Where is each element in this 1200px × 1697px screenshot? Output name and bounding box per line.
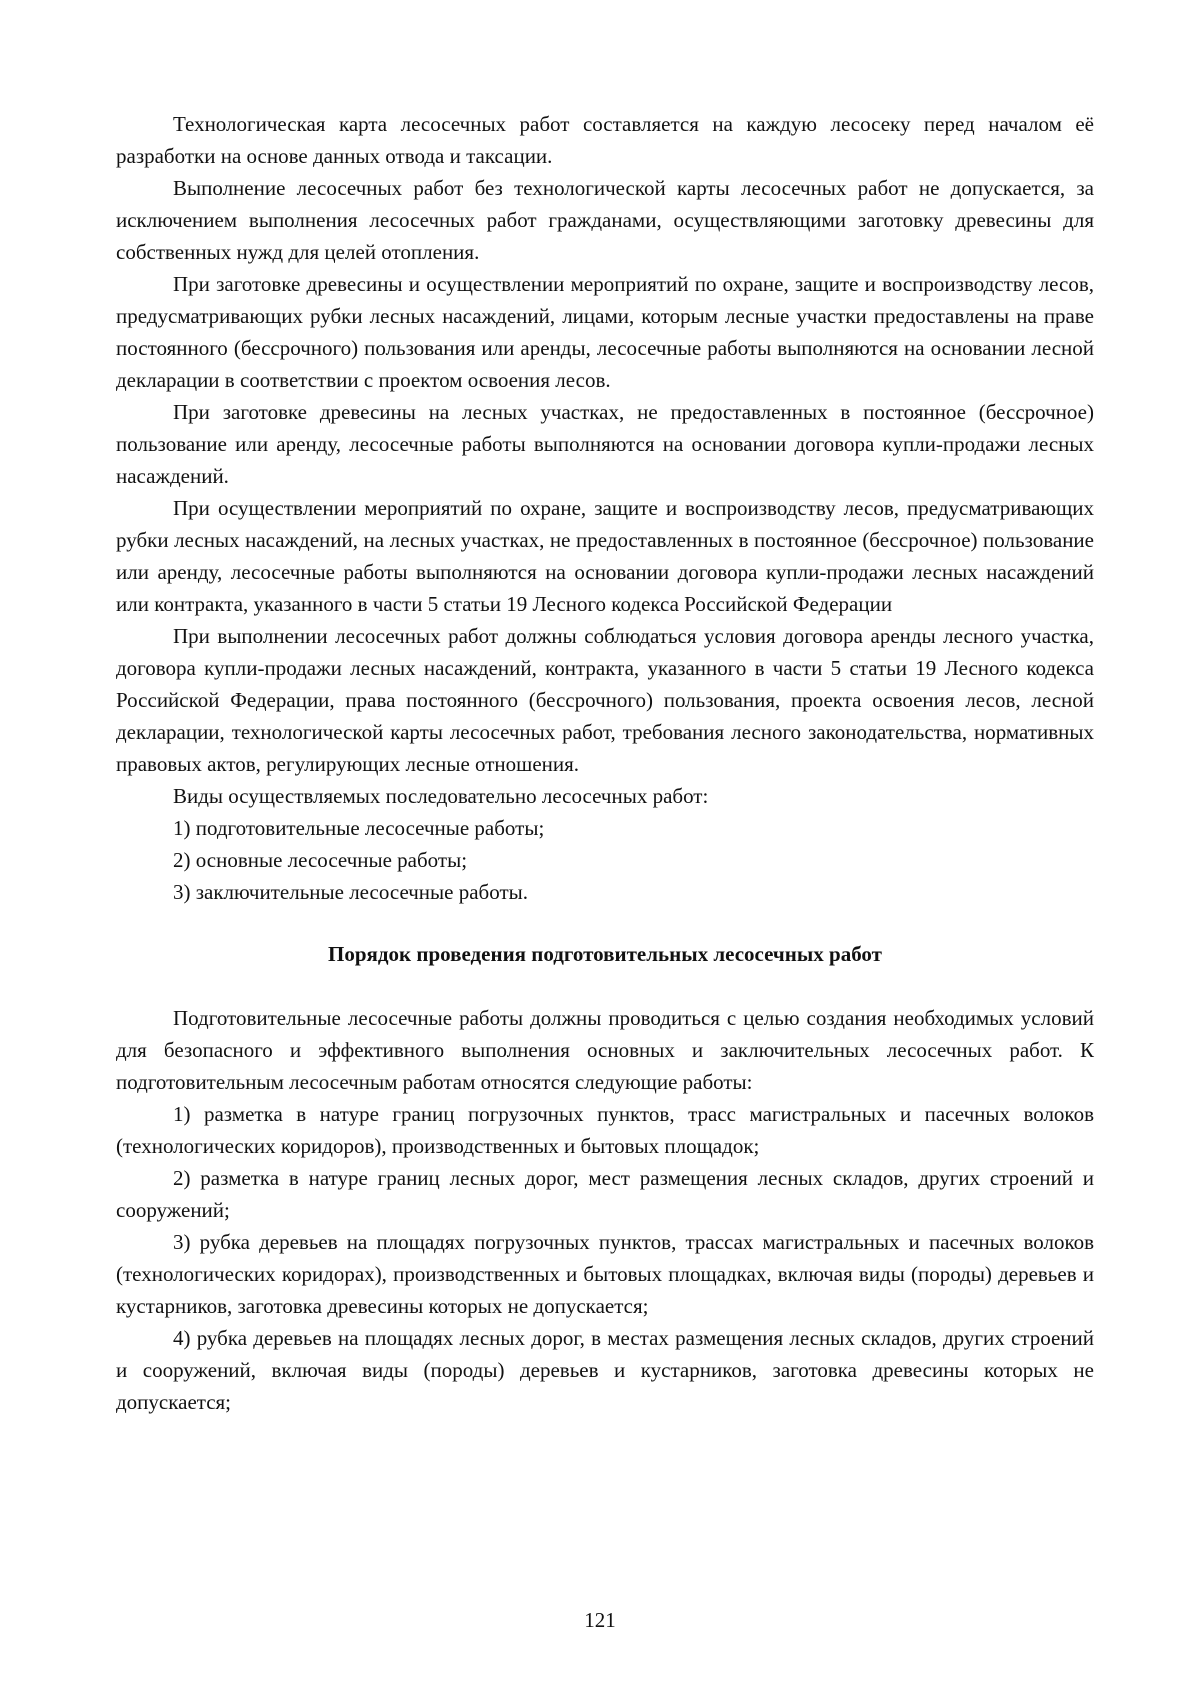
list-item: 3) заключительные лесосечные работы. <box>173 880 528 904</box>
list-item: 2) основные лесосечные работы; <box>173 848 468 872</box>
paragraph: Подготовительные лесосечные работы должны проводиться с целью создания необходимых условий для безопасного и эффективного выполнения основных и заключительных лесосечных работ. К подготовительным лесосечным работам относятся следующие работы: <box>116 1006 1094 1094</box>
paragraph: Технологическая карта лесосечных работ составляется на каждую лесосеку перед началом её разработки на основе данных отвода и таксации. <box>116 112 1094 168</box>
paragraph: Выполнение лесосечных работ без технологической карты лесосечных работ не допускается, за исключением выполнения лесосечных работ гражданами, осуществляющими заготовку древесины для собственных нужд для целей отопления. <box>116 176 1094 264</box>
paragraph: При осуществлении мероприятий по охране, защите и воспроизводству лесов, предусматривающих рубки лесных насаждений, на лесных участках, не предоставленных в постоянное (бессрочное) пользование или аренду, лесосечные работы выполняются на основании договора купли-продажи лесных насаждений или контракта, указанного в части 5 статьи 19 Лесного кодекса Российской Федерации <box>116 496 1094 616</box>
page-body <box>116 108 1094 1418</box>
paragraph: 2) разметка в натуре границ лесных дорог, мест размещения лесных складов, других строений и сооружений; <box>116 1166 1094 1222</box>
types-intro: Виды осуществляемых последовательно лесосечных работ: <box>173 784 709 808</box>
paragraph: 3) рубка деревьев на площадях погрузочных пунктов, трассах магистральных и пасечных волоков (технологических коридорах), производственных и бытовых площадках, включая виды (породы) деревьев и кустарников, заготовка древесины которых не допускается; <box>116 1230 1094 1318</box>
paragraph: 1) разметка в натуре границ погрузочных пунктов, трасс магистральных и пасечных волоков (технологических коридоров), производственных и бытовых площадок; <box>116 1102 1094 1158</box>
paragraph: При выполнении лесосечных работ должны соблюдаться условия договора аренды лесного участка, договора купли-продажи лесных насаждений, контракта, указанного в части 5 статьи 19 Лесного кодекса Российской Федерации, права постоянного (бессрочного) пользования, проекта освоения лесов, лесной декларации, технологической карты лесосечных работ, требования лесного законодательства, нормативных правовых актов, регулирующих лесные отношения. <box>116 624 1094 776</box>
section-title: Порядок проведения подготовительных лесосечных работ <box>328 942 882 966</box>
paragraph: 4) рубка деревьев на площадях лесных дорог, в местах размещения лесных складов, других строений и сооружений, включая виды (породы) деревьев и кустарников, заготовка древесины которых не допускается; <box>116 1326 1094 1414</box>
paragraph: При заготовке древесины и осуществлении мероприятий по охране, защите и воспроизводству лесов, предусматривающих рубки лесных насаждений, лицами, которым лесные участки предоставлены на праве постоянного (бессрочного) пользования или аренды, лесосечные работы выполняются на основании лесной декларации в соответствии с проектом освоения лесов. <box>116 272 1094 392</box>
page-number: 121 <box>584 1608 616 1632</box>
list-item: 1) подготовительные лесосечные работы; <box>173 816 545 840</box>
paragraph: При заготовке древесины на лесных участках, не предоставленных в постоянное (бессрочное) пользование или аренду, лесосечные работы выполняются на основании договора купли-продажи лесных насаждений. <box>116 400 1094 488</box>
